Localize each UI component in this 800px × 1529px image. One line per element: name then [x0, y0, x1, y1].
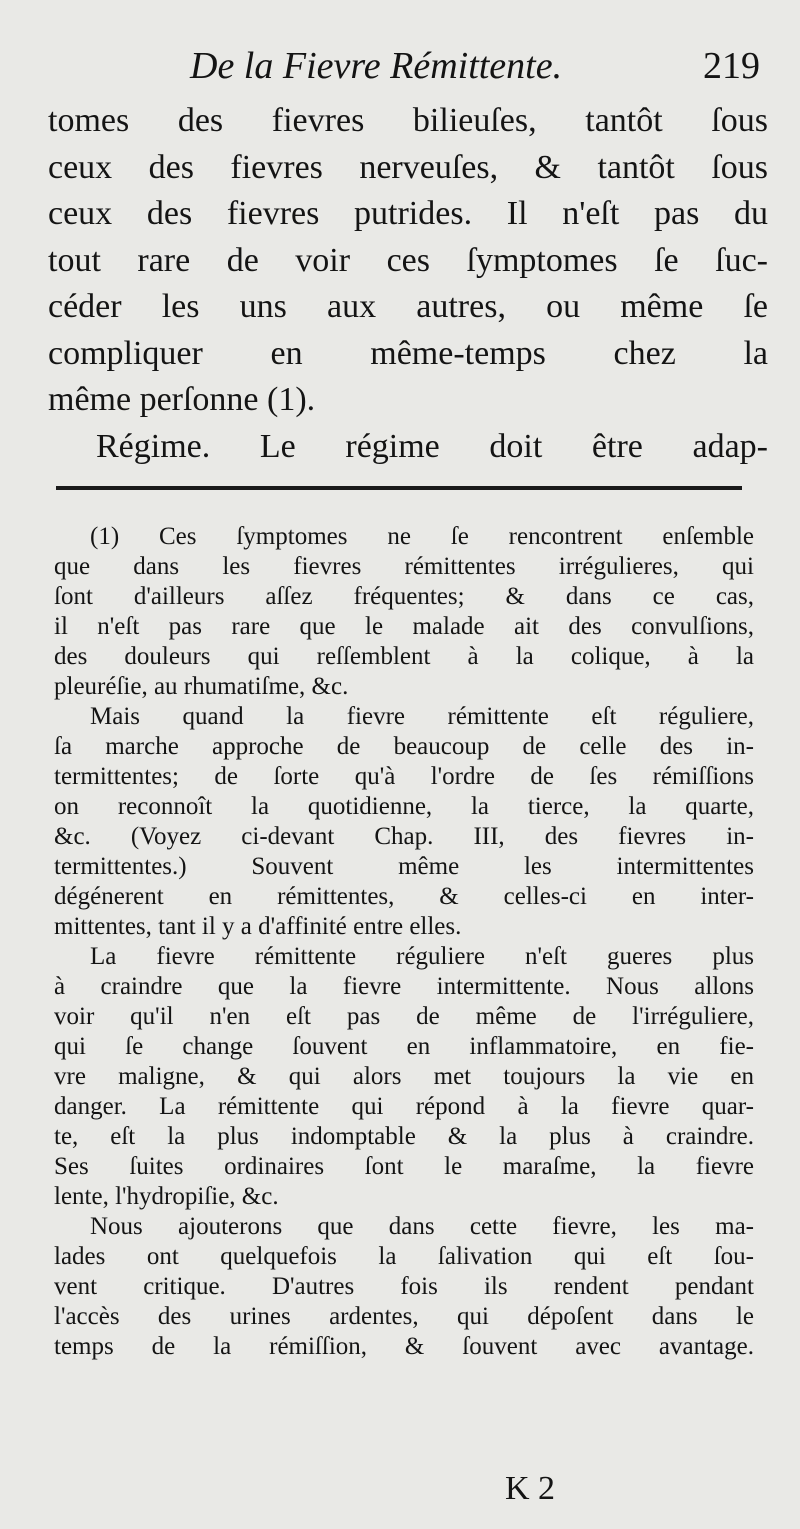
footnote-line: à craindre que la fievre intermittente. Nous allons [54, 973, 754, 1000]
main-line: Régime. Le régime doit être adap- [96, 427, 768, 465]
footnotes [54, 522, 754, 1362]
main-line: même perſonne (1). [48, 381, 316, 418]
footnote-line: que dans les fievres rémittentes irrégulieres, qui [54, 553, 754, 580]
main-line: tout rare de voir ces ſymptomes ſe ſuc- [48, 241, 768, 279]
signature-mark: K 2 [505, 1470, 556, 1507]
footnote-line: il n'eſt pas rare que le malade ait des convulſions, [54, 613, 754, 640]
footnote-line: ſont d'ailleurs aſſez fréquentes; & dans ce cas, [54, 583, 754, 610]
footnote-line: ſa marche approche de beaucoup de celle des in- [54, 733, 754, 760]
main-line: ceux des fievres nerveuſes, & tantôt ſous [48, 148, 768, 186]
footnote-line: vre maligne, & qui alors met toujours la vie en [54, 1063, 754, 1090]
footnote-line: termittentes.) Souvent même les intermittentes [54, 853, 754, 880]
footnote-line: Nous ajouterons que dans cette fievre, les ma- [90, 1213, 754, 1240]
footnote-line: des douleurs qui reſſemblent à la colique, à la [54, 643, 754, 670]
footnote-line: Ses ſuites ordinaires ſont le maraſme, la fievre [54, 1153, 754, 1180]
footnote-line: &c. (Voyez ci-devant Chap. III, des fievres in- [54, 823, 754, 850]
footnote-line: temps de la rémiſſion, & ſouvent avec avantage. [54, 1333, 754, 1360]
footnote-line: lades ont quelquefois la ſalivation qui eſt ſou- [54, 1243, 754, 1270]
footnote-line: qui ſe change ſouvent en inflammatoire, en fie- [54, 1033, 754, 1060]
footnote-line: on reconnoît la quotidienne, la tierce, la quarte, [54, 793, 754, 820]
footnote-line: pleuréſie, au rhumatiſme, &c. [54, 673, 349, 700]
footnote-line: dégénerent en rémittentes, & celles-ci en inter- [54, 883, 754, 910]
footnote-line: voir qu'il n'en eſt pas de même de l'irréguliere, [54, 1003, 754, 1030]
footnote-line: lente, l'hydropiſie, &c. [54, 1183, 279, 1210]
main-line: tomes des fievres bilieuſes, tantôt ſous [48, 102, 768, 139]
running-head [190, 44, 760, 104]
footnote-rule [56, 486, 742, 490]
footnote-line: Mais quand la fievre rémittente eſt réguliere, [90, 703, 754, 730]
main-line: céder les uns aux autres, ou même ſe [48, 288, 768, 325]
main-line: ceux des fievres putrides. Il n'eſt pas du [48, 195, 768, 232]
footnote-line: l'accès des urines ardentes, qui dépoſent dans le [54, 1303, 754, 1330]
page-number: 219 [703, 45, 760, 87]
footnote-line: te, eſt la plus indomptable & la plus à craindre. [54, 1123, 754, 1150]
footnote-line: vent critique. D'autres fois ils rendent pendant [54, 1273, 754, 1300]
footnote-line: termittentes; de ſorte qu'à l'ordre de ſes rémiſſions [54, 763, 754, 790]
running-head-title: De la Fievre Rémittente. [190, 45, 563, 87]
footnote-line: La fievre rémittente réguliere n'eſt gueres plus [90, 943, 754, 970]
footnote-line: danger. La rémittente qui répond à la fievre quar- [54, 1093, 754, 1120]
main-text [48, 98, 768, 470]
footnote-line: (1) Ces ſymptomes ne ſe rencontrent enſemble [90, 523, 754, 550]
main-line: compliquer en même-temps chez la [48, 334, 768, 372]
footnote-line: mittentes, tant il y a d'affinité entre elles. [54, 913, 462, 940]
